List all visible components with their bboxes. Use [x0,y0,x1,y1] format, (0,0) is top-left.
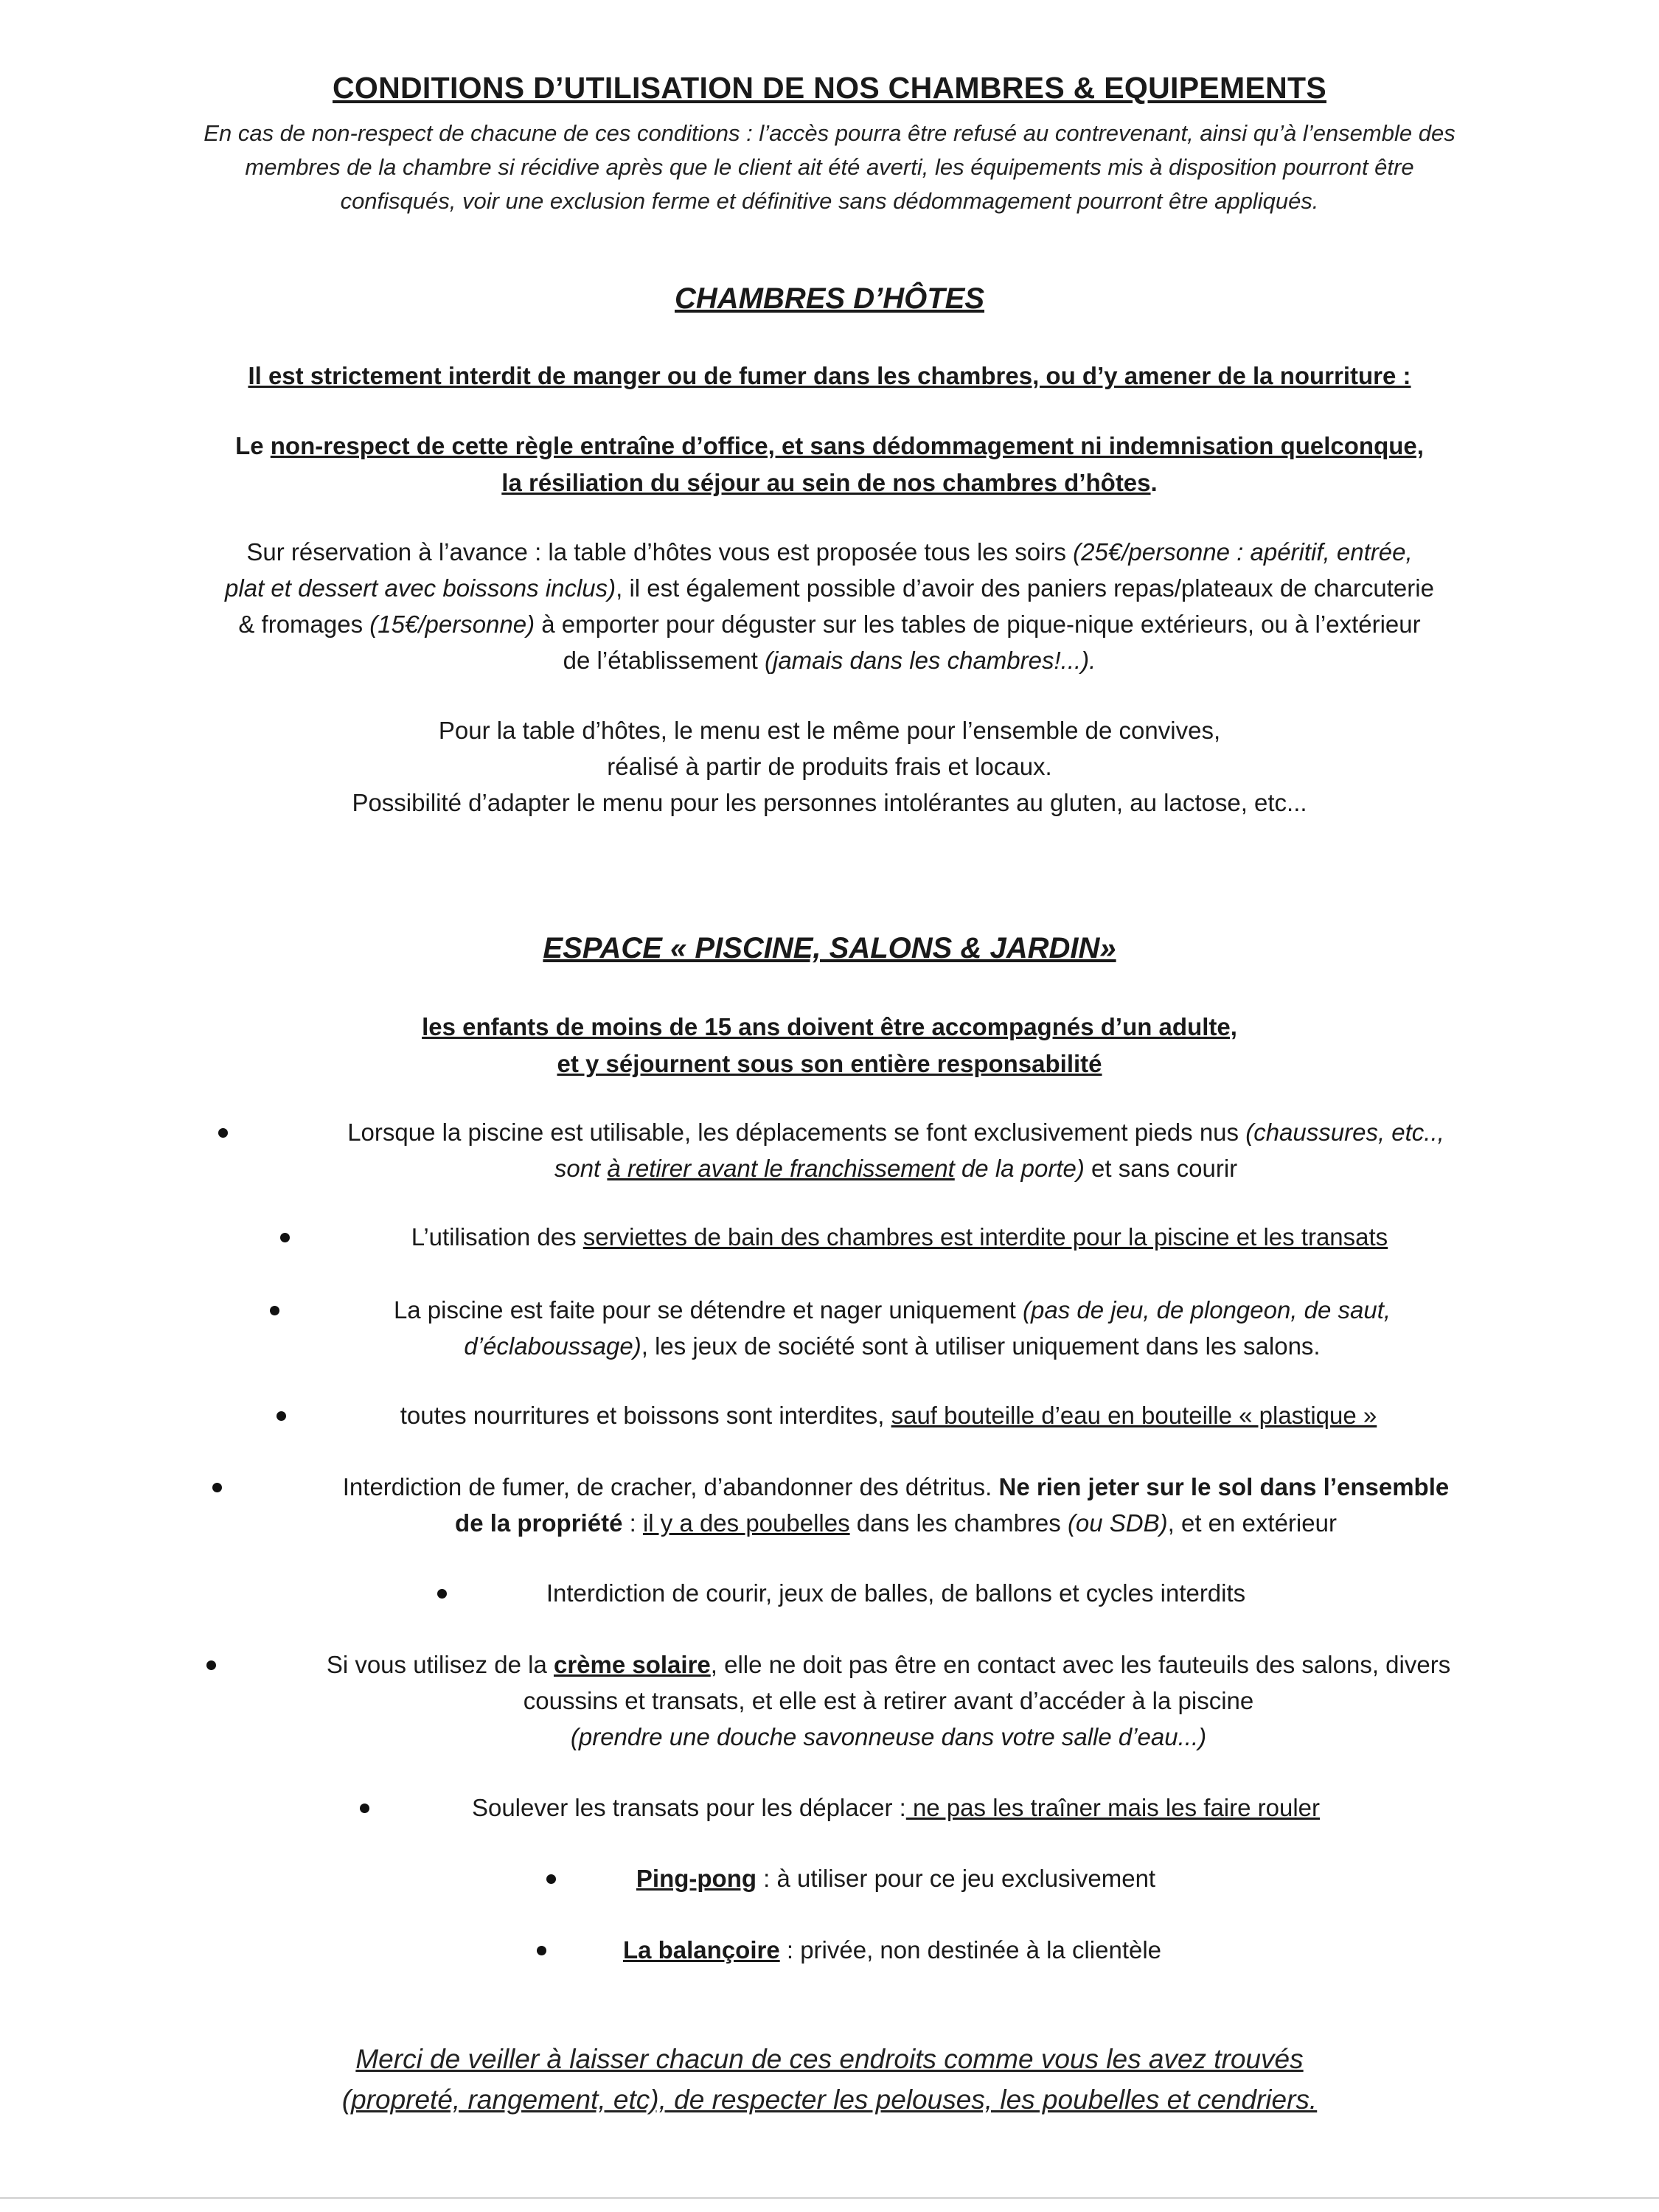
price-text: (15€/personne) [369,611,535,638]
para-line [140,570,1519,606]
list-item [465,1575,1327,1611]
item-line [302,1328,1482,1364]
text: : [622,1509,643,1537]
bullet-icon [212,1483,222,1492]
bold-text: crème solaire [553,1651,711,1678]
text: Si vous utilisez de la [326,1651,554,1678]
closing-note [221,2039,1438,2120]
item-line [251,1114,1541,1150]
rule-line [111,1046,1548,1082]
table-hotes-paragraph [140,534,1519,678]
page-title: CONDITIONS D’UTILISATION DE NOS CHAMBRES & EQUIPEMENTS [333,71,1326,105]
text: , et en extérieur [1167,1509,1337,1537]
list-item [575,1860,1217,1896]
note-text: (prendre une douche savonneuse dans votre salle d’eau...) [570,1723,1207,1750]
list-item [243,1469,1548,1541]
list-item [302,1397,1475,1433]
rule-text: non-respect de cette règle entraîne d’office, et sans dédommagement ni indemnisation quelconque, [270,432,1424,459]
list-item [236,1646,1541,1755]
para-line [140,606,1519,642]
section-title-chambres: CHAMBRES D’HÔTES [674,282,985,315]
para-line: Possibilité d’adapter le menu pour les personnes intolérantes au gluten, au lactose, etc... [352,789,1307,816]
text: et sans courir [1084,1155,1238,1182]
text: Interdiction de fumer, de cracher, d’abandonner des détritus. [342,1473,999,1500]
text: dans les chambres [849,1509,1068,1537]
rule-line [111,1009,1548,1046]
bullet-icon [437,1589,447,1599]
text: Soulever les transats pour les déplacer : [471,1794,906,1821]
item-line [243,1505,1548,1541]
bullet-icon [270,1306,279,1315]
note-text: (chaussures, etc.., [1245,1119,1444,1146]
intro-line: En cas de non-respect de chacune de ces conditions : l’accès pourra être refusé au contrevenant, ainsi qu’à l’ensemble des [204,120,1455,146]
text: : privée, non destinée à la clientèle [779,1936,1162,1964]
text: il y a des poubelles [642,1509,850,1537]
rule-text: les enfants de moins de 15 ans doivent être accompagnés d’un adulte, [422,1013,1237,1040]
rule-text: et y séjournent sous son entière responsabilité [557,1050,1102,1077]
list-item [302,1292,1482,1364]
rule-consequence [111,428,1548,501]
price-text: plat et dessert avec boissons inclus) [225,574,616,602]
text: , elle ne doit pas être en contact avec les fauteuils des salons, divers [710,1651,1451,1678]
note-text: (ou SDB) [1067,1509,1168,1537]
item-line [302,1292,1482,1328]
bullet-icon [360,1804,369,1813]
bold-text: La balançoire [622,1936,780,1964]
list-item [568,1932,1217,1968]
bold-text: Ne rien jeter sur le sol dans l’ensemble [998,1473,1450,1500]
rule-text: Il est strictement interdit de manger ou de fumer dans les chambres, ou d’y amener de la nourriture : [248,362,1411,389]
intro-paragraph [147,116,1512,218]
note-text: (jamais dans les chambres!...). [765,647,1096,674]
text: , il est également possible d’avoir des paniers repas/plateaux de charcuterie [616,574,1434,602]
item-line: coussins et transats, et elle est à retirer avant d’accéder à la piscine [523,1687,1254,1714]
rule-no-food [111,358,1548,394]
bullet-icon [537,1946,546,1955]
intro-line: confisqués, voir une exclusion ferme et définitive sans dédommagement pourront être appliqués. [340,188,1319,214]
text: Lorsque la piscine est utilisable, les déplacements se font exclusivement pieds nus [347,1119,1246,1146]
note-text: d’éclaboussage) [464,1332,641,1360]
bullet-icon [206,1660,216,1670]
rule-end: . [1150,469,1158,496]
text: : à utiliser pour ce jeu exclusivement [757,1865,1156,1892]
text: Sur réservation à l’avance : la table d’hôtes vous est proposée tous les soirs [246,538,1074,566]
text: ne pas les traîner mais les faire rouler [905,1794,1321,1821]
intro-line: membres de la chambre si récidive après que le client ait été averti, les équipements mis à disposition pourront être [245,154,1414,180]
note-text: sont [554,1155,608,1182]
note-text: de la porte) [954,1155,1085,1182]
bullet-icon [546,1874,556,1884]
rule-text: la résiliation du séjour au sein de nos chambres d’hôtes [501,469,1151,496]
bullet-icon [218,1128,228,1138]
para-line: Pour la table d’hôtes, le menu est le même pour l’ensemble de convives, [438,717,1221,744]
bold-text: Ping-pong [636,1865,757,1892]
text: & fromages [238,611,370,638]
note-text: (pas de jeu, de plongeon, de saut, [1023,1296,1391,1324]
text: sauf bouteille d’eau en bouteille « plastique » [891,1402,1377,1429]
item-line [251,1150,1541,1186]
para-line [140,642,1519,678]
item-line [236,1719,1541,1755]
list-item [251,1114,1541,1186]
list-item [391,1790,1401,1826]
text: La piscine est faite pour se détendre et nager uniquement [393,1296,1023,1324]
rule-children [111,1009,1548,1082]
text: Interdiction de courir, jeux de balles, de ballons et cycles interdits [546,1579,1246,1607]
rule-line [111,465,1548,501]
text: , les jeux de société sont à utiliser uniquement dans les salons. [641,1332,1321,1360]
para-line [140,534,1519,570]
bullet-icon [276,1411,286,1421]
bullet-icon [280,1233,290,1242]
text: toutes nourritures et boissons sont interdites, [400,1402,891,1429]
para-line: réalisé à partir de produits frais et locaux. [607,753,1052,780]
bold-text: de la propriété [455,1509,623,1537]
item-line [243,1469,1548,1505]
menu-paragraph [140,712,1519,821]
text: de l’établissement [563,647,765,674]
price-text: (25€/personne : apéritif, entrée, [1073,538,1413,566]
rule-prefix: Le [235,432,271,459]
item-line [236,1646,1541,1683]
text: à emporter pour déguster sur les tables de pique-nique extérieurs, ou à l’extérieur [535,611,1421,638]
scan-edge-divider [0,2197,1659,2199]
closing-line: Merci de veiller à laisser chacun de ces endroits comme vous les avez trouvés [355,2044,1304,2074]
text: serviettes de bain des chambres est interdite pour la piscine et les transats [582,1223,1388,1251]
rule-line [111,428,1548,465]
list-item [310,1219,1489,1255]
text: L’utilisation des [411,1223,583,1251]
section-title-espace: ESPACE « PISCINE, SALONS & JARDIN» [543,932,1116,964]
closing-line: (propreté, rangement, etc), de respecter les pelouses, les poubelles et cendriers. [341,2084,1318,2115]
note-text: à retirer avant le franchissement [607,1155,955,1182]
